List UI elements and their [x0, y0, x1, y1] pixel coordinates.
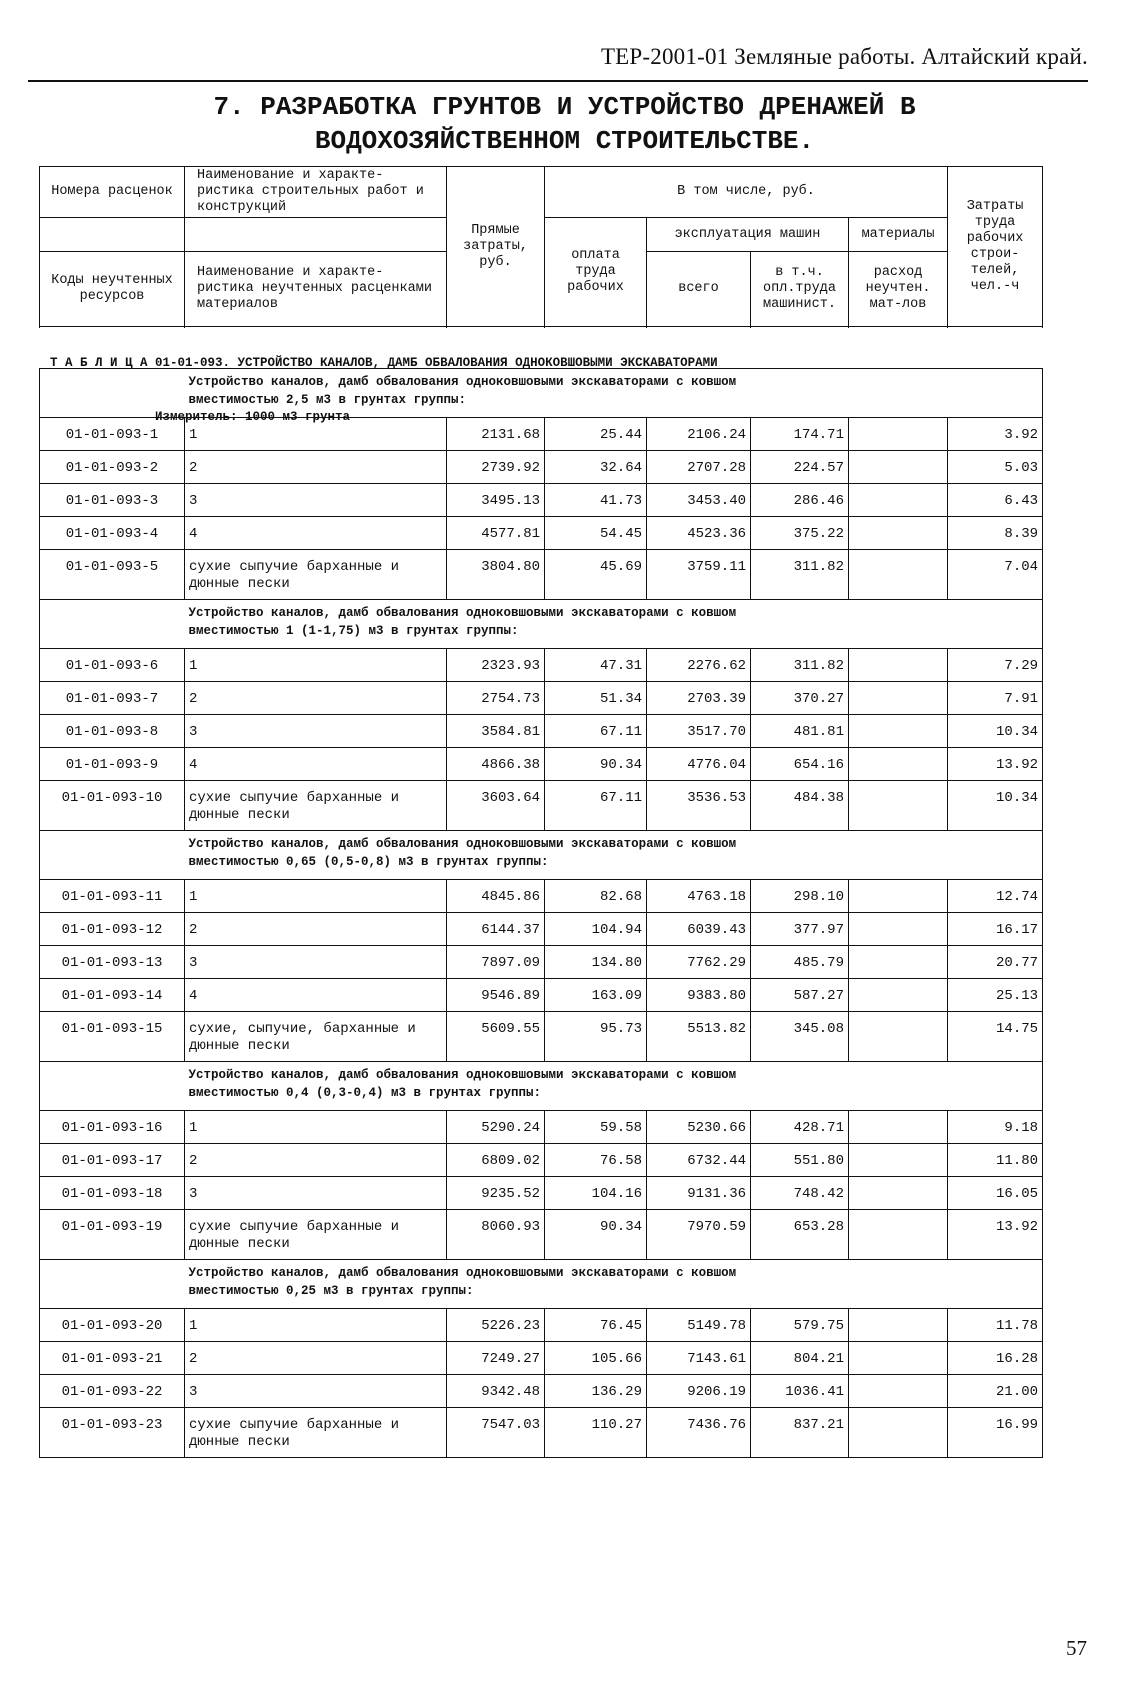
materials-cell	[849, 418, 948, 451]
work-name-cell: 1	[185, 418, 447, 451]
work-name-cell: сухие сыпучие барханные и дюнные пески	[185, 1408, 447, 1458]
group-header-spacer	[40, 1260, 185, 1309]
labor-hours-cell: 10.34	[948, 715, 1043, 748]
work-name-cell: сухие сыпучие барханные и дюнные пески	[185, 1210, 447, 1260]
labor-pay-cell: 51.34	[545, 682, 647, 715]
rate-code-cell: 01-01-093-1	[40, 418, 185, 451]
direct-costs-cell: 4577.81	[447, 517, 545, 550]
materials-cell	[849, 946, 948, 979]
materials-cell	[849, 979, 948, 1012]
work-name-cell: 3	[185, 946, 447, 979]
table-row	[40, 517, 1043, 550]
machines-total-cell: 4763.18	[647, 880, 751, 913]
work-name-cell: 3	[185, 1375, 447, 1408]
materials-cell	[849, 1012, 948, 1062]
direct-costs-cell: 5609.55	[447, 1012, 545, 1062]
materials-cell	[849, 649, 948, 682]
labor-hours-cell: 12.74	[948, 880, 1043, 913]
labor-hours-cell: 25.13	[948, 979, 1043, 1012]
operators-pay-cell: 286.46	[751, 484, 849, 517]
direct-costs-cell: 7249.27	[447, 1342, 545, 1375]
group-title: Устройство каналов, дамб обвалования одноковшовыми экскаваторами с ковшом вместимостью 1 (1-1,75) м3 в грунтах группы:	[185, 600, 1043, 649]
table-row	[40, 1012, 1043, 1062]
labor-pay-cell: 163.09	[545, 979, 647, 1012]
work-name-cell: 3	[185, 1177, 447, 1210]
labor-hours-cell: 14.75	[948, 1012, 1043, 1062]
group-header-row	[40, 1260, 1043, 1309]
rate-code-cell: 01-01-093-21	[40, 1342, 185, 1375]
table-row	[40, 715, 1043, 748]
direct-costs-cell: 3584.81	[447, 715, 545, 748]
labor-hours-cell: 3.92	[948, 418, 1043, 451]
table-caption-title: Т А Б Л И Ц А 01-01-093. УСТРОЙСТВО КАНАЛОВ, ДАМБ ОБВАЛОВАНИЯ ОДНОКОВШОВЫМИ ЭКСКАВАТОРАМИ	[50, 356, 718, 370]
machines-total-cell: 3536.53	[647, 781, 751, 831]
machines-total-cell: 3759.11	[647, 550, 751, 600]
labor-hours-cell: 9.18	[948, 1111, 1043, 1144]
direct-costs-cell: 2739.92	[447, 451, 545, 484]
group-header-row	[40, 1062, 1043, 1111]
labor-pay-cell: 59.58	[545, 1111, 647, 1144]
operators-pay-cell: 653.28	[751, 1210, 849, 1260]
labor-hours-cell: 10.34	[948, 781, 1043, 831]
labor-hours-cell: 11.80	[948, 1144, 1043, 1177]
materials-cell	[849, 517, 948, 550]
materials-cell	[849, 682, 948, 715]
header-name-top: Наименование и характе- ристика строительных работ и конструкций	[185, 167, 447, 218]
header-rule	[28, 80, 1088, 82]
operators-pay-cell: 804.21	[751, 1342, 849, 1375]
machines-total-cell: 2276.62	[647, 649, 751, 682]
operators-pay-cell: 224.57	[751, 451, 849, 484]
direct-costs-cell: 9342.48	[447, 1375, 545, 1408]
direct-costs-cell: 4845.86	[447, 880, 545, 913]
table-caption-unit: Измеритель: 1000 м3 грунта	[50, 410, 351, 424]
labor-pay-cell: 41.73	[545, 484, 647, 517]
labor-pay-cell: 104.94	[545, 913, 647, 946]
labor-hours-cell: 8.39	[948, 517, 1043, 550]
table-row	[40, 880, 1043, 913]
materials-cell	[849, 880, 948, 913]
table-row	[40, 1342, 1043, 1375]
machines-total-cell: 4776.04	[647, 748, 751, 781]
machines-total-cell: 9383.80	[647, 979, 751, 1012]
labor-hours-cell: 16.05	[948, 1177, 1043, 1210]
table-row	[40, 451, 1043, 484]
operators-pay-cell: 484.38	[751, 781, 849, 831]
operators-pay-cell: 654.16	[751, 748, 849, 781]
labor-hours-cell: 16.28	[948, 1342, 1043, 1375]
rate-code-cell: 01-01-093-2	[40, 451, 185, 484]
rate-code-cell: 01-01-093-13	[40, 946, 185, 979]
work-name-cell: 1	[185, 649, 447, 682]
header-name-bottom: Наименование и характе- ристика неучтенных расценками материалов	[185, 252, 447, 327]
header-codes-top: Номера расценок	[40, 167, 185, 218]
work-name-cell: 1	[185, 1309, 447, 1342]
materials-cell	[849, 1342, 948, 1375]
header-machines-total: всего	[647, 252, 751, 327]
operators-pay-cell: 377.97	[751, 913, 849, 946]
group-header-row	[40, 831, 1043, 880]
header-including: В том числе, руб.	[545, 167, 948, 218]
materials-cell	[849, 781, 948, 831]
rate-code-cell: 01-01-093-7	[40, 682, 185, 715]
header-name-spacer	[185, 218, 447, 252]
operators-pay-cell: 370.27	[751, 682, 849, 715]
operators-pay-cell: 174.71	[751, 418, 849, 451]
rate-code-cell: 01-01-093-20	[40, 1309, 185, 1342]
group-title: Устройство каналов, дамб обвалования одноковшовыми экскаваторами с ковшом вместимостью 0,25 м3 в грунтах группы:	[185, 1260, 1043, 1309]
labor-pay-cell: 90.34	[545, 748, 647, 781]
operators-pay-cell: 311.82	[751, 649, 849, 682]
labor-hours-cell: 11.78	[948, 1309, 1043, 1342]
table-row	[40, 1111, 1043, 1144]
group-header-row	[40, 600, 1043, 649]
machines-total-cell: 7762.29	[647, 946, 751, 979]
operators-pay-cell: 481.81	[751, 715, 849, 748]
header-codes-spacer	[40, 218, 185, 252]
table-row	[40, 979, 1043, 1012]
header-labor-cost: Затраты труда рабочих строи- телей, чел.-ч	[948, 167, 1043, 327]
work-name-cell: 1	[185, 1111, 447, 1144]
work-name-cell: 4	[185, 517, 447, 550]
table-row	[40, 550, 1043, 600]
machines-total-cell: 4523.36	[647, 517, 751, 550]
operators-pay-cell: 837.21	[751, 1408, 849, 1458]
table-row	[40, 1210, 1043, 1260]
rate-code-cell: 01-01-093-4	[40, 517, 185, 550]
direct-costs-cell: 4866.38	[447, 748, 545, 781]
table-row	[40, 1408, 1043, 1458]
header-machines: эксплуатация машин	[647, 218, 849, 252]
group-header-spacer	[40, 1062, 185, 1111]
running-header: ТЕР-2001-01 Земляные работы. Алтайский край.	[600, 44, 1088, 69]
work-name-cell: 3	[185, 484, 447, 517]
direct-costs-cell: 3603.64	[447, 781, 545, 831]
table-row	[40, 1375, 1043, 1408]
materials-cell	[849, 1210, 948, 1260]
materials-cell	[849, 451, 948, 484]
labor-hours-cell: 16.99	[948, 1408, 1043, 1458]
direct-costs-cell: 7897.09	[447, 946, 545, 979]
group-header-row	[40, 369, 1043, 418]
machines-total-cell: 2106.24	[647, 418, 751, 451]
page-number: 57	[1066, 1636, 1087, 1660]
rates-table	[39, 368, 1043, 1458]
machines-total-cell: 3453.40	[647, 484, 751, 517]
machines-total-cell: 6039.43	[647, 913, 751, 946]
materials-cell	[849, 1408, 948, 1458]
materials-cell	[849, 1309, 948, 1342]
materials-cell	[849, 1111, 948, 1144]
section-title-line-1: 7. РАЗРАБОТКА ГРУНТОВ И УСТРОЙСТВО ДРЕНАЖЕЙ В	[213, 92, 916, 122]
machines-total-cell: 2707.28	[647, 451, 751, 484]
rate-code-cell: 01-01-093-18	[40, 1177, 185, 1210]
group-title: Устройство каналов, дамб обвалования одноковшовыми экскаваторами с ковшом вместимостью 0,65 (0,5-0,8) м3 в грунтах группы:	[185, 831, 1043, 880]
rate-code-cell: 01-01-093-11	[40, 880, 185, 913]
operators-pay-cell: 587.27	[751, 979, 849, 1012]
rate-code-cell: 01-01-093-8	[40, 715, 185, 748]
machines-total-cell: 3517.70	[647, 715, 751, 748]
operators-pay-cell: 345.08	[751, 1012, 849, 1062]
operators-pay-cell: 748.42	[751, 1177, 849, 1210]
rate-code-cell: 01-01-093-10	[40, 781, 185, 831]
header-machines-operators: в т.ч. опл.труда машинист.	[751, 252, 849, 327]
group-header-spacer	[40, 831, 185, 880]
table-row	[40, 649, 1043, 682]
rate-code-cell: 01-01-093-9	[40, 748, 185, 781]
labor-hours-cell: 20.77	[948, 946, 1043, 979]
labor-pay-cell: 134.80	[545, 946, 647, 979]
labor-pay-cell: 76.58	[545, 1144, 647, 1177]
operators-pay-cell: 1036.41	[751, 1375, 849, 1408]
labor-pay-cell: 67.11	[545, 781, 647, 831]
work-name-cell: 2	[185, 1144, 447, 1177]
work-name-cell: 4	[185, 979, 447, 1012]
work-name-cell: 2	[185, 1342, 447, 1375]
table-row	[40, 1144, 1043, 1177]
header-codes-bottom: Коды неучтенных ресурсов	[40, 252, 185, 327]
table-row	[40, 682, 1043, 715]
group-header-spacer	[40, 369, 185, 418]
direct-costs-cell: 2754.73	[447, 682, 545, 715]
rate-code-cell: 01-01-093-22	[40, 1375, 185, 1408]
labor-pay-cell: 90.34	[545, 1210, 647, 1260]
labor-hours-cell: 13.92	[948, 1210, 1043, 1260]
labor-hours-cell: 16.17	[948, 913, 1043, 946]
operators-pay-cell: 375.22	[751, 517, 849, 550]
labor-pay-cell: 95.73	[545, 1012, 647, 1062]
machines-total-cell: 7970.59	[647, 1210, 751, 1260]
machines-total-cell: 7143.61	[647, 1342, 751, 1375]
machines-total-cell: 5513.82	[647, 1012, 751, 1062]
header-materials: материалы	[849, 218, 948, 252]
labor-hours-cell: 7.29	[948, 649, 1043, 682]
table-row	[40, 913, 1043, 946]
group-title: Устройство каналов, дамб обвалования одноковшовыми экскаваторами с ковшом вместимостью 0,4 (0,3-0,4) м3 в грунтах группы:	[185, 1062, 1043, 1111]
labor-pay-cell: 104.16	[545, 1177, 647, 1210]
machines-total-cell: 5149.78	[647, 1309, 751, 1342]
direct-costs-cell: 2323.93	[447, 649, 545, 682]
operators-pay-cell: 311.82	[751, 550, 849, 600]
materials-cell	[849, 913, 948, 946]
table-row	[40, 418, 1043, 451]
labor-pay-cell: 136.29	[545, 1375, 647, 1408]
labor-hours-cell: 21.00	[948, 1375, 1043, 1408]
rate-code-cell: 01-01-093-12	[40, 913, 185, 946]
table-row	[40, 1309, 1043, 1342]
direct-costs-cell: 3804.80	[447, 550, 545, 600]
work-name-cell: сухие, сыпучие, барханные и дюнные пески	[185, 1012, 447, 1062]
direct-costs-cell: 9235.52	[447, 1177, 545, 1210]
rate-code-cell: 01-01-093-5	[40, 550, 185, 600]
operators-pay-cell: 579.75	[751, 1309, 849, 1342]
operators-pay-cell: 428.71	[751, 1111, 849, 1144]
work-name-cell: 3	[185, 715, 447, 748]
table-row	[40, 1177, 1043, 1210]
group-title: Устройство каналов, дамб обвалования одноковшовыми экскаваторами с ковшом вместимостью 2,5 м3 в грунтах группы:	[185, 369, 1043, 418]
labor-hours-cell: 7.04	[948, 550, 1043, 600]
direct-costs-cell: 5290.24	[447, 1111, 545, 1144]
table-row	[40, 781, 1043, 831]
direct-costs-cell: 5226.23	[447, 1309, 545, 1342]
materials-cell	[849, 550, 948, 600]
rate-code-cell: 01-01-093-3	[40, 484, 185, 517]
labor-pay-cell: 105.66	[545, 1342, 647, 1375]
labor-pay-cell: 25.44	[545, 418, 647, 451]
direct-costs-cell: 6809.02	[447, 1144, 545, 1177]
rate-code-cell: 01-01-093-14	[40, 979, 185, 1012]
header-labor-pay: оплата труда рабочих	[545, 218, 647, 327]
table-row	[40, 484, 1043, 517]
machines-total-cell: 6732.44	[647, 1144, 751, 1177]
work-name-cell: 2	[185, 682, 447, 715]
labor-hours-cell: 6.43	[948, 484, 1043, 517]
materials-cell	[849, 748, 948, 781]
materials-cell	[849, 484, 948, 517]
labor-hours-cell: 13.92	[948, 748, 1043, 781]
materials-cell	[849, 1375, 948, 1408]
direct-costs-cell: 6144.37	[447, 913, 545, 946]
section-title-line-2: ВОДОХОЗЯЙСТВЕННОМ СТРОИТЕЛЬСТВЕ.	[314, 126, 815, 156]
operators-pay-cell: 485.79	[751, 946, 849, 979]
machines-total-cell: 7436.76	[647, 1408, 751, 1458]
labor-hours-cell: 7.91	[948, 682, 1043, 715]
table-row	[40, 946, 1043, 979]
machines-total-cell: 9206.19	[647, 1375, 751, 1408]
materials-cell	[849, 1177, 948, 1210]
materials-cell	[849, 1144, 948, 1177]
rate-code-cell: 01-01-093-16	[40, 1111, 185, 1144]
operators-pay-cell: 298.10	[751, 880, 849, 913]
labor-pay-cell: 54.45	[545, 517, 647, 550]
section-title	[60, 90, 1069, 158]
labor-pay-cell: 110.27	[545, 1408, 647, 1458]
table-row	[40, 748, 1043, 781]
direct-costs-cell: 2131.68	[447, 418, 545, 451]
work-name-cell: сухие сыпучие барханные и дюнные пески	[185, 550, 447, 600]
labor-pay-cell: 47.31	[545, 649, 647, 682]
rate-code-cell: 01-01-093-19	[40, 1210, 185, 1260]
work-name-cell: сухие сыпучие барханные и дюнные пески	[185, 781, 447, 831]
labor-pay-cell: 67.11	[545, 715, 647, 748]
rate-code-cell: 01-01-093-23	[40, 1408, 185, 1458]
machines-total-cell: 2703.39	[647, 682, 751, 715]
header-direct-costs: Прямые затраты, руб.	[447, 167, 545, 327]
direct-costs-cell: 3495.13	[447, 484, 545, 517]
operators-pay-cell: 551.80	[751, 1144, 849, 1177]
machines-total-cell: 9131.36	[647, 1177, 751, 1210]
work-name-cell: 4	[185, 748, 447, 781]
labor-hours-cell: 5.03	[948, 451, 1043, 484]
table-header	[39, 166, 1043, 327]
labor-pay-cell: 76.45	[545, 1309, 647, 1342]
rate-code-cell: 01-01-093-6	[40, 649, 185, 682]
labor-pay-cell: 82.68	[545, 880, 647, 913]
rate-code-cell: 01-01-093-15	[40, 1012, 185, 1062]
labor-pay-cell: 45.69	[545, 550, 647, 600]
work-name-cell: 1	[185, 880, 447, 913]
work-name-cell: 2	[185, 451, 447, 484]
direct-costs-cell: 9546.89	[447, 979, 545, 1012]
direct-costs-cell: 7547.03	[447, 1408, 545, 1458]
materials-cell	[849, 715, 948, 748]
direct-costs-cell: 8060.93	[447, 1210, 545, 1260]
header-materials-unaccounted: расход неучтен. мат-лов	[849, 252, 948, 327]
work-name-cell: 2	[185, 913, 447, 946]
rate-code-cell: 01-01-093-17	[40, 1144, 185, 1177]
labor-pay-cell: 32.64	[545, 451, 647, 484]
machines-total-cell: 5230.66	[647, 1111, 751, 1144]
group-header-spacer	[40, 600, 185, 649]
